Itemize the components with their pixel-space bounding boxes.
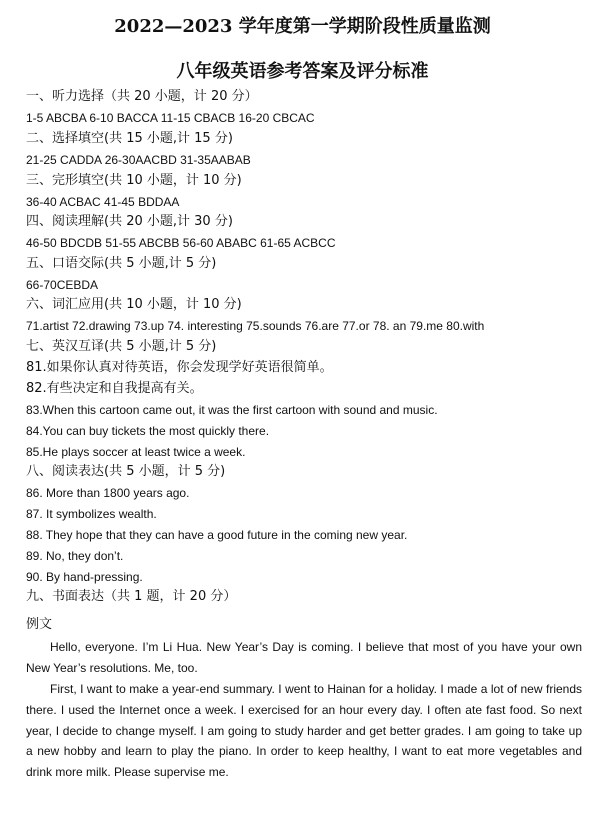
section-heading-translation: 七、英汉互译(共 5 小题,计 5 分)	[26, 339, 217, 354]
section-heading-vocabulary: 六、词汇应用(共 10 小题，计 10 分)	[26, 297, 242, 312]
answers-choice: 21-25 CADDA 26-30AACBD 31-35AABAB	[26, 153, 251, 167]
answers-reading: 46-50 BDCDB 51-55 ABCBB 56-60 ABABC 61-65 ACBCC	[26, 236, 336, 250]
answer-83: 83.When this cartoon came out, it was the first cartoon with sound and music.	[26, 403, 438, 417]
answer-85: 85.He plays soccer at least twice a week.	[26, 445, 246, 459]
section-heading-listening: 一、听力选择（共 20 小题，计 20 分）	[26, 89, 258, 104]
answers-listening: 1-5 ABCBA 6-10 BACCA 11-15 CBACB 16-20 CBCAC	[26, 111, 315, 125]
section-heading-oral: 五、口语交际(共 5 小题,计 5 分)	[26, 256, 217, 271]
essay-paragraph-1: Hello, everyone. I’m Li Hua. New Year’s Day is coming. I believe that most of you have your own New Year’s resolutions. Me, too.	[26, 640, 582, 675]
essay-paragraph-2: First, I want to make a year-end summary. I went to Hainan for a holiday. I made a lot of new friends there. I used the Internet once a week. I exercised for an hour every day. I often ate fast food. So next year, I decide to change myself. I am going to study harder and get better grades. I am going to take up a new hobby and learn to play the piano. In order to keep healthy, I want to eat more vegetables and drink more milk. Please supervise me.	[26, 682, 582, 780]
answers-cloze: 36-40 ACBAC 41-45 BDDAA	[26, 195, 180, 209]
answer-90: 90. By hand-pressing.	[26, 570, 143, 584]
document-title: 2022—2023 学年度第一学期阶段性质量监测	[114, 16, 491, 37]
answers-oral: 66-70CEBDA	[26, 278, 99, 292]
answer-82: 82.有些决定和自我提高有关。	[26, 381, 203, 396]
document-subtitle: 八年级英语参考答案及评分标准	[176, 61, 429, 82]
answer-84: 84.You can buy tickets the most quickly there.	[26, 424, 270, 438]
answer-86: 86. More than 1800 years ago.	[26, 486, 190, 500]
section-heading-reading: 四、阅读理解(共 20 小题,计 30 分)	[26, 214, 233, 229]
answer-89: 89. No, they don’t.	[26, 549, 124, 563]
section-heading-cloze: 三、完形填空(共 10 小题，计 10 分)	[26, 173, 242, 188]
section-heading-writing: 九、书面表达（共 1 题，计 20 分）	[26, 589, 237, 604]
answer-88: 88. They hope that they can have a good future in the coming new year.	[26, 528, 408, 542]
answer-81: 81.如果你认真对待英语，你会发现学好英语很简单。	[26, 360, 333, 375]
section-heading-choice: 二、选择填空(共 15 小题,计 15 分)	[26, 131, 233, 146]
sample-essay-label: 例文	[26, 617, 53, 632]
answers-vocabulary: 71.artist 72.drawing 73.up 74. interesting 75.sounds 76.are 77.or 78. an 79.me 80.with	[26, 319, 485, 333]
answer-87: 87. It symbolizes wealth.	[26, 507, 157, 521]
section-heading-reading-expression: 八、阅读表达(共 5 小题，计 5 分)	[26, 464, 226, 479]
